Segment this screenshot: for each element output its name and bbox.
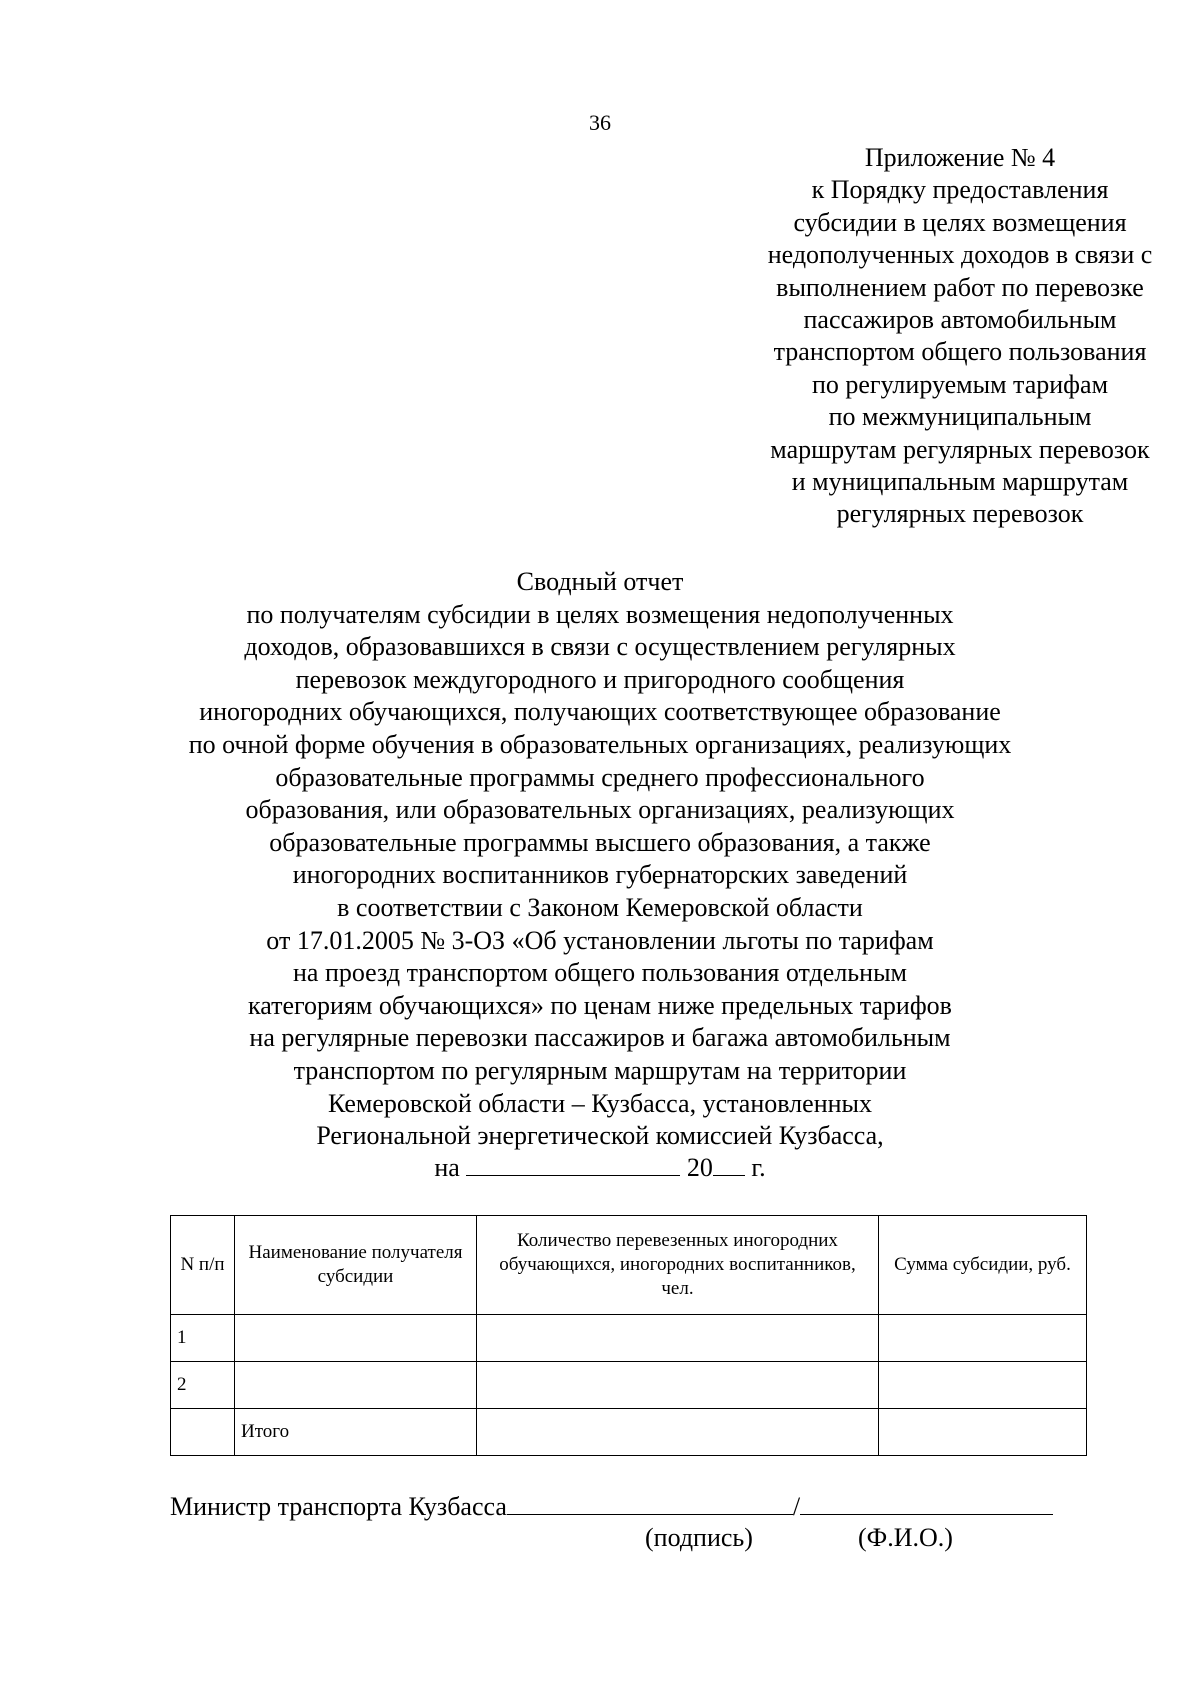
report-title-line: перевозок междугородного и пригородного сообщения bbox=[295, 664, 905, 694]
report-title-line: Сводный отчет bbox=[516, 567, 684, 596]
report-title-line: на регулярные перевозки пассажиров и багажа автомобильным bbox=[249, 1023, 951, 1053]
table-row bbox=[171, 1362, 1087, 1409]
report-title-line: категориям обучающихся» по ценам ниже предельных тарифов bbox=[248, 990, 952, 1020]
appendix-line: к Порядку предоставления bbox=[811, 175, 1109, 205]
report-title-line: транспортом по регулярным маршрутам на территории bbox=[293, 1055, 907, 1085]
table-cell bbox=[477, 1315, 879, 1362]
col-header-subsidy-amount: Сумма субсидии, руб. bbox=[879, 1216, 1087, 1315]
report-title-line: от 17.01.2005 № 3-ОЗ «Об установлении льготы по тарифам bbox=[266, 925, 934, 955]
table-cell: Итого bbox=[235, 1409, 477, 1456]
date-prefix: на bbox=[434, 1153, 460, 1182]
signature-label: Министр транспорта Кузбасса bbox=[170, 1492, 507, 1521]
table-cell bbox=[879, 1409, 1087, 1456]
name-caption: (Ф.И.О.) bbox=[858, 1523, 953, 1552]
appendix-line: и муниципальным маршрутам bbox=[791, 467, 1129, 497]
table-cell bbox=[235, 1315, 477, 1362]
col-header-recipient: Наименование получателя субсидии bbox=[235, 1216, 477, 1315]
signature-caption: (подпись) bbox=[645, 1523, 753, 1552]
page-number: 36 bbox=[589, 110, 611, 135]
appendix-line: по межмуниципальным bbox=[828, 402, 1092, 432]
signature-blank bbox=[507, 1490, 793, 1515]
table-cell bbox=[879, 1315, 1087, 1362]
table-cell: 1 bbox=[171, 1315, 235, 1362]
report-title-line: доходов, образовавшихся в связи с осуществлением регулярных bbox=[244, 632, 956, 662]
report-title-line: Кемеровской области – Кузбасса, установленных bbox=[328, 1088, 872, 1118]
appendix-line: Приложение № 4 bbox=[864, 143, 1056, 172]
appendix-line: недополученных доходов в связи с bbox=[767, 240, 1153, 270]
table-cell: 2 bbox=[171, 1362, 235, 1409]
table-cell bbox=[477, 1409, 879, 1456]
report-table bbox=[170, 1215, 1087, 1456]
table-header-row bbox=[171, 1216, 1087, 1315]
report-title-line: образования, или образовательных организациях, реализующих bbox=[245, 795, 955, 825]
report-title-line: иногородних обучающихся, получающих соответствующее образование bbox=[199, 697, 1001, 727]
report-title-line: образовательные программы среднего профессионального bbox=[275, 762, 925, 792]
table-row bbox=[171, 1315, 1087, 1362]
table-cell bbox=[171, 1409, 235, 1456]
table-cell bbox=[477, 1362, 879, 1409]
year-blank bbox=[713, 1151, 745, 1176]
report-title-line: по очной форме обучения в образовательных организациях, реализующих bbox=[188, 729, 1012, 759]
report-title-line: образовательные программы высшего образования, а также bbox=[269, 827, 931, 857]
year-suffix: г. bbox=[751, 1153, 766, 1182]
signature-line bbox=[170, 1490, 1090, 1523]
report-title bbox=[100, 566, 1100, 1153]
appendix-line: транспортом общего пользования bbox=[773, 337, 1147, 367]
table-cell bbox=[879, 1362, 1087, 1409]
table-total-row bbox=[171, 1409, 1087, 1456]
report-title-line: на проезд транспортом общего пользования отдельным bbox=[293, 958, 907, 988]
report-title-line: в соответствии с Законом Кемеровской области bbox=[337, 892, 863, 922]
appendix-line: пассажиров автомобильным bbox=[803, 305, 1117, 335]
year-prefix: 20 bbox=[686, 1153, 713, 1182]
appendix-line: выполнением работ по перевозке bbox=[776, 272, 1144, 302]
col-header-passenger-count: Количество перевезенных иногородних обучающихся, иногородних воспитанников, чел. bbox=[477, 1216, 879, 1315]
table-cell bbox=[235, 1362, 477, 1409]
appendix-line: субсидии в целях возмещения bbox=[793, 207, 1127, 237]
name-blank bbox=[800, 1490, 1053, 1515]
report-title-line: иногородних воспитанников губернаторских заведений bbox=[292, 860, 908, 890]
appendix-line: регулярных перевозок bbox=[836, 499, 1084, 529]
report-date-line bbox=[0, 1151, 1200, 1184]
col-header-number: N п/п bbox=[171, 1216, 235, 1315]
report-title-line: по получателям субсидии в целях возмещения недополученных bbox=[246, 599, 954, 629]
signature-separator: / bbox=[792, 1492, 801, 1521]
date-blank bbox=[466, 1151, 680, 1176]
appendix-line: маршрутам регулярных перевозок bbox=[770, 434, 1150, 464]
report-title-line: Региональной энергетической комиссией Кузбасса, bbox=[316, 1121, 884, 1151]
appendix-header bbox=[680, 142, 1200, 531]
appendix-line: по регулируемым тарифам bbox=[811, 369, 1109, 399]
